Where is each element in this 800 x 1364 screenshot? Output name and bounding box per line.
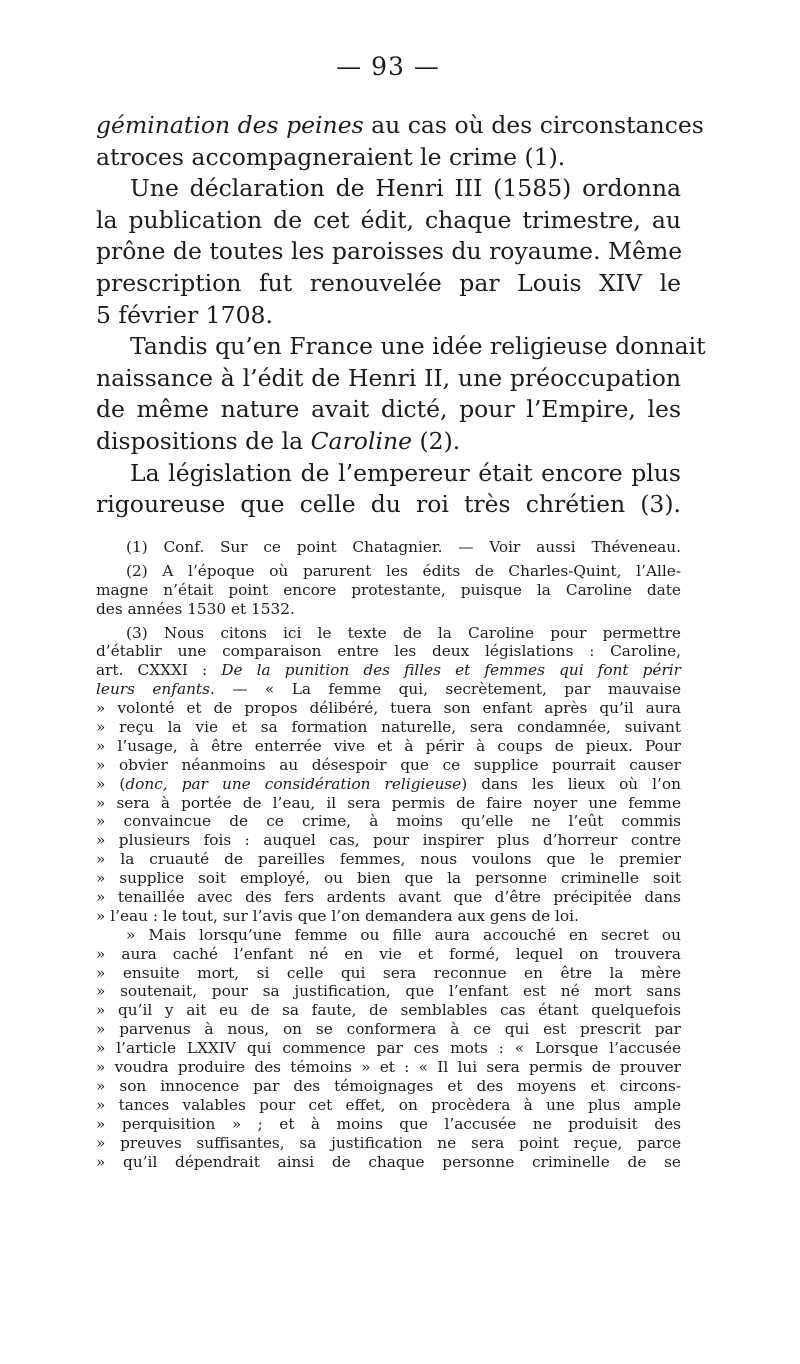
page-number: — 93 — — [336, 52, 440, 81]
footnote-3-line: » tances valables pour cet effet, on procèdera à une plus ample — [96, 1095, 681, 1114]
text-line: Tandis qu’en France une idée religieuse donnait — [130, 332, 706, 361]
footnote-3-line: » l’usage, à être enterrée vive et à périr à coups de pieux. Pour — [96, 736, 681, 755]
footnote-2-line: des années 1530 et 1532. — [96, 599, 295, 618]
footnote-3-line: » soutenait, pour sa justification, que l’enfant est né mort sans — [96, 982, 681, 1001]
footnote-3-line: » tenaillée avec des fers ardents avant que d’être précipitée dans — [96, 888, 681, 907]
text-segment: . — « La femme qui, secrètement, par mauvaise — [209, 680, 681, 699]
footnote-1: (1) Conf. Sur ce point Chatagnier. — Voir aussi Théveneau. — [126, 538, 681, 556]
text-line: rigoureuse que celle du roi très chrétien (3). — [96, 490, 681, 519]
footnote-3-line — [96, 661, 681, 680]
footnote-3-line: » qu’il y ait eu de sa faute, de semblables cas étant quelquefois — [96, 1001, 681, 1020]
footnote-3-line: » ensuite mort, si celle qui sera reconnue en être la mère — [96, 963, 681, 982]
footnote-2-line: (2) A l’époque où parurent les édits de Charles-Quint, l’Alle- — [126, 561, 681, 580]
footnote-3-line — [96, 775, 681, 794]
footnote-3-line: » l’article LXXIV qui commence par ces mots : « Lorsque l’accusée — [96, 1039, 681, 1058]
text-line: de même nature avait dicté, pour l’Empire, les — [96, 395, 681, 424]
text-line: prescription fut renouvelée par Louis XIV le — [96, 268, 681, 297]
footnote-3-line: d’établir une comparaison entre les deux législations : Caroline, — [96, 642, 681, 661]
main-text — [96, 110, 706, 521]
text-segment: (2). — [412, 426, 461, 455]
italic-phrase: gémination des peines — [96, 111, 364, 139]
footnotes — [96, 538, 681, 1171]
italic-phrase: De la punition des filles et femmes qui font périr — [221, 661, 681, 680]
italic-phrase: Caroline — [310, 426, 413, 455]
text-line: prône de toutes les paroisses du royaume. Même — [96, 237, 683, 266]
footnote-3-line: » la cruauté de pareilles femmes, nous voulons que le premier — [96, 850, 681, 869]
text-line: naissance à l’édit de Henri II, une préoccupation — [96, 363, 681, 392]
italic-phrase: donc, par une considération religieuse — [125, 774, 462, 793]
text-segment: dispositions de la — [96, 426, 311, 455]
footnote-3-line — [96, 680, 681, 699]
footnote-3-line: » volonté et de propos délibéré, tuera son enfant après qu’il aura — [96, 699, 681, 718]
footnote-3-line: » voudra produire des témoins » et : « Il lui sera permis de prouver — [96, 1058, 681, 1077]
footnote-3-line: (3) Nous citons ici le texte de la Caroline pour permettre — [126, 623, 681, 642]
text-line — [96, 110, 704, 142]
footnote-3-line: » aura caché l’enfant né en vie et formé, lequel on trouvera — [96, 944, 681, 963]
footnote-2-line: magne n’était point encore protestante, puisque la Caroline date — [96, 580, 681, 599]
footnote-3-line: » l’eau : le tout, sur l’avis que l’on demandera aux gens de loi. — [96, 906, 579, 925]
footnote-3-line: » plusieurs fois : auquel cas, pour inspirer plus d’horreur contre — [96, 831, 681, 850]
text-line — [96, 426, 681, 458]
text-line: Une déclaration de Henri III (1585) ordonna — [130, 174, 681, 203]
text-segment: au cas où des circonstances — [363, 111, 704, 139]
text-line: atroces accompagneraient le crime (1). — [96, 142, 566, 171]
text-line: La législation de l’empereur était encore plus — [130, 458, 681, 487]
footnote-3-line: » son innocence par des témoignages et des moyens et circons- — [96, 1076, 681, 1095]
footnote-3-line: » parvenus à nous, on se conformera à ce qui est prescrit par — [96, 1020, 681, 1039]
italic-phrase: leurs enfants — [96, 680, 210, 699]
text-segment: » ( — [96, 774, 126, 793]
text-line: 5 février 1708. — [96, 300, 273, 329]
text-segment: art. CXXXI : — [96, 661, 222, 680]
footnote-3-line: » preuves suffisantes, sa justification ne sera point reçue, parce — [96, 1133, 681, 1152]
text-line: la publication de cet édit, chaque trimestre, au — [96, 205, 681, 234]
footnote-3-line: » perquisition » ; et à moins que l’accusée ne produisit des — [96, 1114, 681, 1133]
footnote-3-line: » qu’il dépendrait ainsi de chaque personne criminelle de se — [96, 1152, 681, 1171]
text-segment: ) dans les lieux où l’on — [461, 774, 681, 793]
footnote-3-line: » sera à portée de l’eau, il sera permis de faire noyer une femme — [96, 793, 681, 812]
footnote-3-line: » reçu la vie et sa formation naturelle, sera condamnée, suivant — [96, 718, 681, 737]
footnote-3-line: » obvier néanmoins au désespoir que ce supplice pourrait causer — [96, 755, 681, 774]
footnote-3-line: » convaincue de ce crime, à moins qu’elle ne l’eût commis — [96, 812, 681, 831]
footnote-3-line: » supplice soit employé, ou bien que la personne criminelle soit — [96, 869, 681, 888]
footnote-3-line: » Mais lorsqu’une femme ou fille aura accouché en secret ou — [126, 925, 681, 944]
